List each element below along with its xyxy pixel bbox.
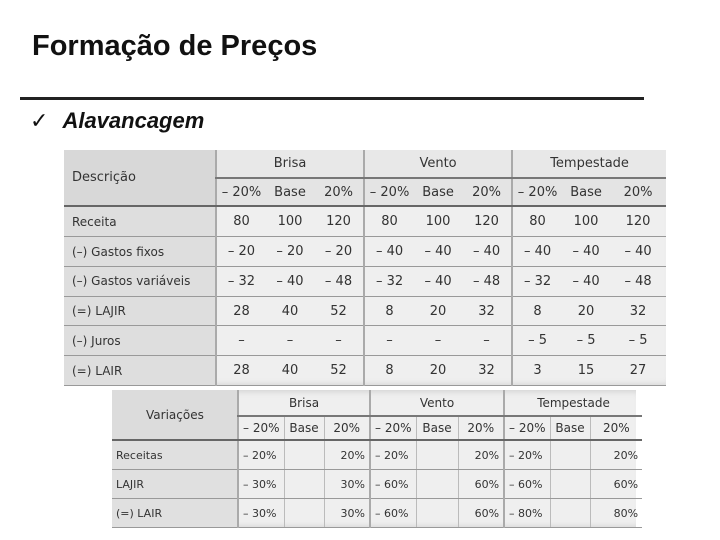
table-cell: 30%	[324, 499, 370, 528]
table-cell: 28	[216, 296, 266, 326]
table-cell: 52	[314, 356, 364, 386]
table-cell: – 40	[266, 266, 314, 296]
table-cell: 120	[462, 206, 512, 237]
table-cell	[416, 470, 458, 499]
title-divider	[20, 97, 644, 100]
table-cell	[550, 440, 590, 470]
table-cell: 80	[364, 206, 414, 237]
table-cell: –	[216, 326, 266, 356]
table-cell: – 60%	[504, 470, 550, 499]
row-label: (=) LAJIR	[64, 296, 216, 326]
table-row	[64, 266, 666, 296]
table-cell: – 40	[364, 237, 414, 267]
table-cell: 20	[562, 296, 610, 326]
table-cell: –	[462, 326, 512, 356]
table-cell: 60%	[590, 470, 642, 499]
table-cell	[416, 440, 458, 470]
table-cell	[550, 499, 590, 528]
group-header-tempestade: Tempestade	[512, 150, 666, 178]
subheader: Base	[284, 416, 324, 440]
table-cell: 100	[414, 206, 462, 237]
table-row	[64, 206, 666, 237]
table-cell: 120	[314, 206, 364, 237]
variations-table	[112, 390, 642, 528]
subheader: – 20%	[504, 416, 550, 440]
subheader: Base	[416, 416, 458, 440]
table-cell: 28	[216, 356, 266, 386]
table-cell: 20	[414, 356, 462, 386]
group-header-brisa: Brisa	[216, 150, 364, 178]
table-row	[64, 326, 666, 356]
subheader: – 20%	[238, 416, 284, 440]
row-label: Receita	[64, 206, 216, 237]
table-cell: – 40	[562, 266, 610, 296]
table-cell: – 5	[610, 326, 666, 356]
table-cell	[284, 499, 324, 528]
row-label: (=) LAIR	[64, 356, 216, 386]
table-cell: – 5	[512, 326, 562, 356]
subheader: – 20%	[216, 178, 266, 206]
table-cell: – 30%	[238, 499, 284, 528]
table-cell: – 32	[364, 266, 414, 296]
table-cell: – 40	[462, 237, 512, 267]
bullet-item	[30, 108, 204, 134]
table-cell: – 20	[266, 237, 314, 267]
row-label: LAJIR	[112, 470, 238, 499]
subheader: 20%	[458, 416, 504, 440]
table-cell: – 40	[512, 237, 562, 267]
table-cell: – 60%	[370, 470, 416, 499]
subheader: Base	[550, 416, 590, 440]
table-cell: 8	[512, 296, 562, 326]
row-label: (–) Gastos variáveis	[64, 266, 216, 296]
table-cell: – 40	[562, 237, 610, 267]
subheader: Base	[414, 178, 462, 206]
table-cell: 32	[462, 356, 512, 386]
table-cell: 32	[462, 296, 512, 326]
table-cell	[416, 499, 458, 528]
group-header-tempestade: Tempestade	[504, 390, 642, 416]
table-cell: 20	[414, 296, 462, 326]
slide-title: Formação de Preços	[32, 30, 318, 62]
table-row	[64, 237, 666, 267]
table-cell: 30%	[324, 470, 370, 499]
subheader: 20%	[462, 178, 512, 206]
table-row	[64, 296, 666, 326]
table-cell: 40	[266, 356, 314, 386]
table-cell: – 5	[562, 326, 610, 356]
table-cell: 60%	[458, 499, 504, 528]
table-cell: 8	[364, 356, 414, 386]
table-cell: – 60%	[370, 499, 416, 528]
table-cell: – 40	[414, 266, 462, 296]
table-row	[112, 440, 642, 470]
header-variacoes: Variações	[112, 390, 238, 440]
table-cell: 100	[562, 206, 610, 237]
table-cell: –	[314, 326, 364, 356]
table-cell: 3	[512, 356, 562, 386]
subheader: Base	[266, 178, 314, 206]
row-label: Receitas	[112, 440, 238, 470]
table-cell: 80%	[590, 499, 642, 528]
table-cell: – 20	[314, 237, 364, 267]
table-cell: – 20	[216, 237, 266, 267]
subheader: – 20%	[364, 178, 414, 206]
subheader: – 20%	[512, 178, 562, 206]
table-cell: – 48	[610, 266, 666, 296]
table-row	[64, 356, 666, 386]
table-cell: –	[414, 326, 462, 356]
group-header-vento: Vento	[370, 390, 504, 416]
table-cell	[550, 470, 590, 499]
subheader: 20%	[610, 178, 666, 206]
scanned-table-variations	[112, 390, 639, 528]
table-cell: 15	[562, 356, 610, 386]
table-cell: 60%	[458, 470, 504, 499]
table-cell: 27	[610, 356, 666, 386]
table-cell: – 48	[314, 266, 364, 296]
table-cell: 8	[364, 296, 414, 326]
bullet-text: Alavancagem	[62, 108, 205, 133]
table-cell: – 32	[216, 266, 266, 296]
table-cell: – 32	[512, 266, 562, 296]
table-cell: – 48	[462, 266, 512, 296]
table-cell: – 40	[414, 237, 462, 267]
subheader: Base	[562, 178, 610, 206]
group-header-brisa: Brisa	[238, 390, 370, 416]
table-cell: 100	[266, 206, 314, 237]
results-table	[64, 150, 666, 386]
subheader: 20%	[324, 416, 370, 440]
row-label: (–) Gastos fixos	[64, 237, 216, 267]
table-cell: – 40	[610, 237, 666, 267]
table-cell: – 80%	[504, 499, 550, 528]
table-cell: 80	[512, 206, 562, 237]
row-label: (=) LAIR	[112, 499, 238, 528]
table-row	[112, 499, 642, 528]
row-label: (–) Juros	[64, 326, 216, 356]
table-cell: –	[364, 326, 414, 356]
table-cell: 20%	[458, 440, 504, 470]
table-cell: 80	[216, 206, 266, 237]
table-cell	[284, 440, 324, 470]
table-cell: –	[266, 326, 314, 356]
table-cell: 40	[266, 296, 314, 326]
table-row	[112, 470, 642, 499]
subheader: 20%	[590, 416, 642, 440]
checkmark-icon: ✓	[30, 108, 49, 133]
table-cell: – 30%	[238, 470, 284, 499]
table-cell: 32	[610, 296, 666, 326]
table-cell: 120	[610, 206, 666, 237]
table-cell	[284, 470, 324, 499]
scanned-table-results	[64, 150, 666, 386]
table-cell: 20%	[324, 440, 370, 470]
table-cell: – 20%	[238, 440, 284, 470]
table-cell: 20%	[590, 440, 642, 470]
subheader: – 20%	[370, 416, 416, 440]
group-header-vento: Vento	[364, 150, 512, 178]
table-cell: 52	[314, 296, 364, 326]
header-descricao: Descrição	[64, 150, 216, 206]
table-cell: – 20%	[504, 440, 550, 470]
subheader: 20%	[314, 178, 364, 206]
table-cell: – 20%	[370, 440, 416, 470]
